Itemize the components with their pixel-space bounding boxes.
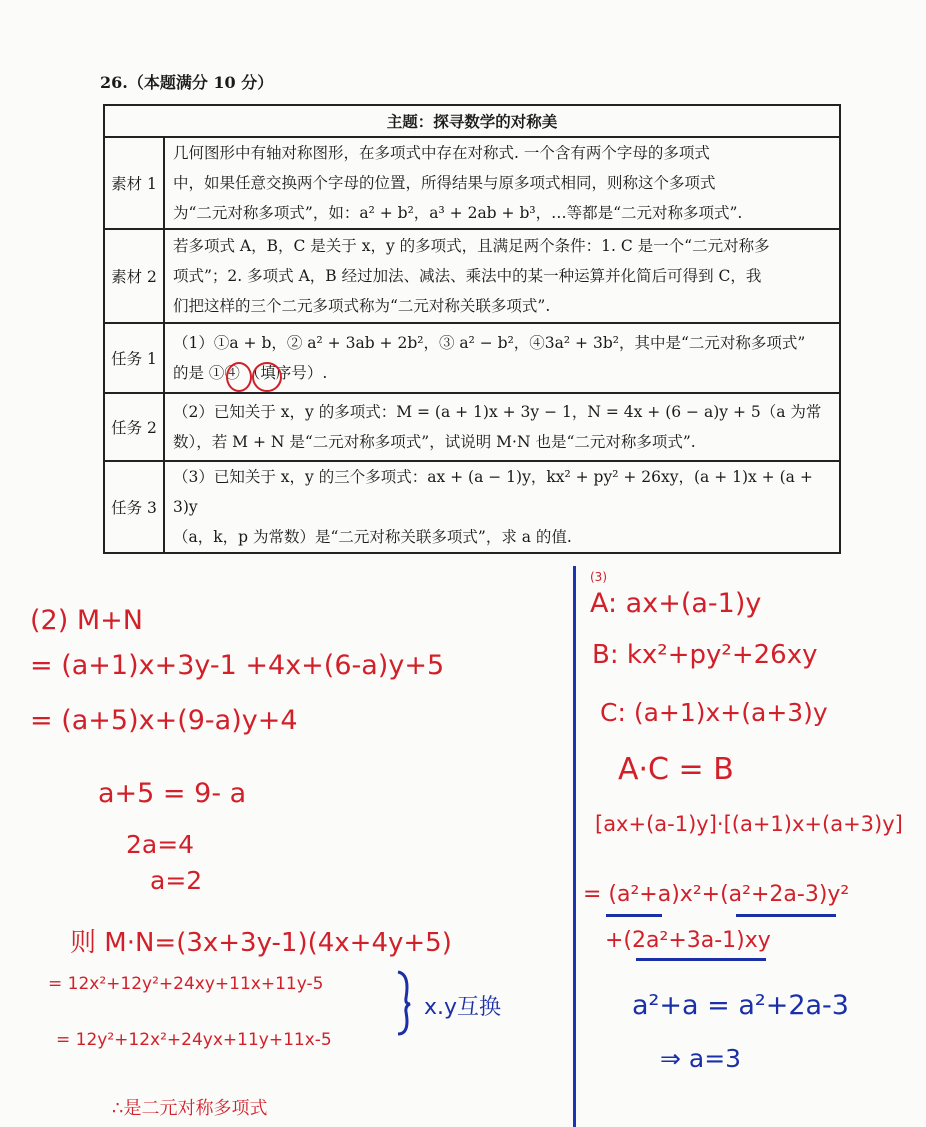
handwritten-line: ∴是二元对称多项式 xyxy=(112,1098,268,1119)
row-content xyxy=(164,461,840,553)
row-label: 任务 3 xyxy=(104,461,164,553)
handwritten-line: = 12x²+12y²+24xy+11x+11y-5 xyxy=(48,974,324,994)
answer-circle-1 xyxy=(226,362,252,392)
table-row xyxy=(104,393,840,461)
handwritten-line: a+5 = 9- a xyxy=(98,778,247,809)
content-line: （2）已知关于 x，y 的多项式：M = (a + 1)x + 3y − 1，N = 4x + (6 − a)y + 5（a 为常 xyxy=(173,403,822,421)
handwritten-line: [ax+(a-1)y]·[(a+1)x+(a+3)y] xyxy=(595,812,903,836)
row-content xyxy=(164,137,840,229)
underline-mark xyxy=(606,914,662,917)
content-line: （1）①a + b，② a² + 3ab + 2b²，③ a² − b²，④3a² + 3b²，其中是“二元对称多项式” xyxy=(173,334,806,352)
table-row xyxy=(104,137,840,229)
brace-mark xyxy=(394,968,414,1038)
swap-note: x.y互换 xyxy=(424,995,502,1020)
content-line: 数），若 M + N 是“二元对称多项式”，试说明 M·N 也是“二元对称多项式”. xyxy=(173,433,696,451)
handwritten-line: +(2a²+3a-1)xy xyxy=(605,928,771,953)
row-label: 素材 2 xyxy=(104,229,164,323)
handwritten-line: B: kx²+py²+26xy xyxy=(592,640,818,670)
handwritten-line: a=2 xyxy=(150,866,203,895)
handwritten-line: = 12y²+12x²+24yx+11y+11x-5 xyxy=(56,1030,332,1050)
handwritten-line: (2) M+N xyxy=(30,605,143,636)
handwritten-line: (3) xyxy=(590,570,607,584)
handwritten-line: 2a=4 xyxy=(126,830,195,859)
content-line: 为“二元对称多项式”，如：a² + b²，a³ + 2ab + b³，…等都是“二元对称多项式”. xyxy=(173,204,743,222)
content-line: 中，如果任意交换两个字母的位置，所得结果与原多项式相同，则称这个多项式 xyxy=(173,174,716,192)
table-row xyxy=(104,323,840,393)
content-line: 项式”；2. 多项式 A，B 经过加法、减法、乘法中的某一种运算并化简后可得到 C，我 xyxy=(173,267,762,285)
handwritten-line: 则 M·N=(3x+3y-1)(4x+4y+5) xyxy=(70,928,452,958)
underline-mark xyxy=(736,914,836,917)
content-line: （3）已知关于 x，y 的三个多项式：ax + (a − 1)y，kx² + py² + 26xy，(a + 1)x + (a + 3)y xyxy=(173,468,813,516)
row-label: 任务 2 xyxy=(104,393,164,461)
content-line: 若多项式 A，B，C 是关于 x，y 的多项式，且满足两个条件：1. C 是一个“二元对称多 xyxy=(173,237,770,255)
content-line: 几何图形中有轴对称图形，在多项式中存在对称式. 一个含有两个字母的多项式 xyxy=(173,144,710,162)
handwritten-line: ⇒ a=3 xyxy=(660,1044,742,1073)
table-header: 主题：探寻数学的对称美 xyxy=(104,105,840,137)
divider-line xyxy=(573,566,576,1127)
row-content xyxy=(164,393,840,461)
content-line: 们把这样的三个二元多项式称为“二元对称关联多项式”. xyxy=(173,297,551,315)
underline-mark xyxy=(636,958,766,961)
content-line: （a，k，p 为常数）是“二元对称关联多项式”，求 a 的值. xyxy=(173,528,572,546)
handwritten-line: A·C = B xyxy=(618,752,734,787)
row-content xyxy=(164,229,840,323)
handwritten-line: = (a²+a)x²+(a²+2a-3)y² xyxy=(583,882,850,907)
table-row xyxy=(104,229,840,323)
handwritten-line: a²+a = a²+2a-3 xyxy=(632,990,849,1021)
row-label: 任务 1 xyxy=(104,323,164,393)
handwritten-line: = (a+5)x+(9-a)y+4 xyxy=(30,705,298,736)
table-row xyxy=(104,461,840,553)
question-number: 26.（本题满分 10 分） xyxy=(100,73,274,92)
answer-circle-2 xyxy=(252,362,282,392)
handwritten-line: = (a+1)x+3y-1 +4x+(6-a)y+5 xyxy=(30,650,445,681)
theme-table xyxy=(103,104,841,554)
row-label: 素材 1 xyxy=(104,137,164,229)
content-line: 的是 ①④ （填序号）. xyxy=(173,364,328,382)
handwritten-line: A: ax+(a-1)y xyxy=(590,588,762,619)
handwritten-line: C: (a+1)x+(a+3)y xyxy=(600,698,828,727)
